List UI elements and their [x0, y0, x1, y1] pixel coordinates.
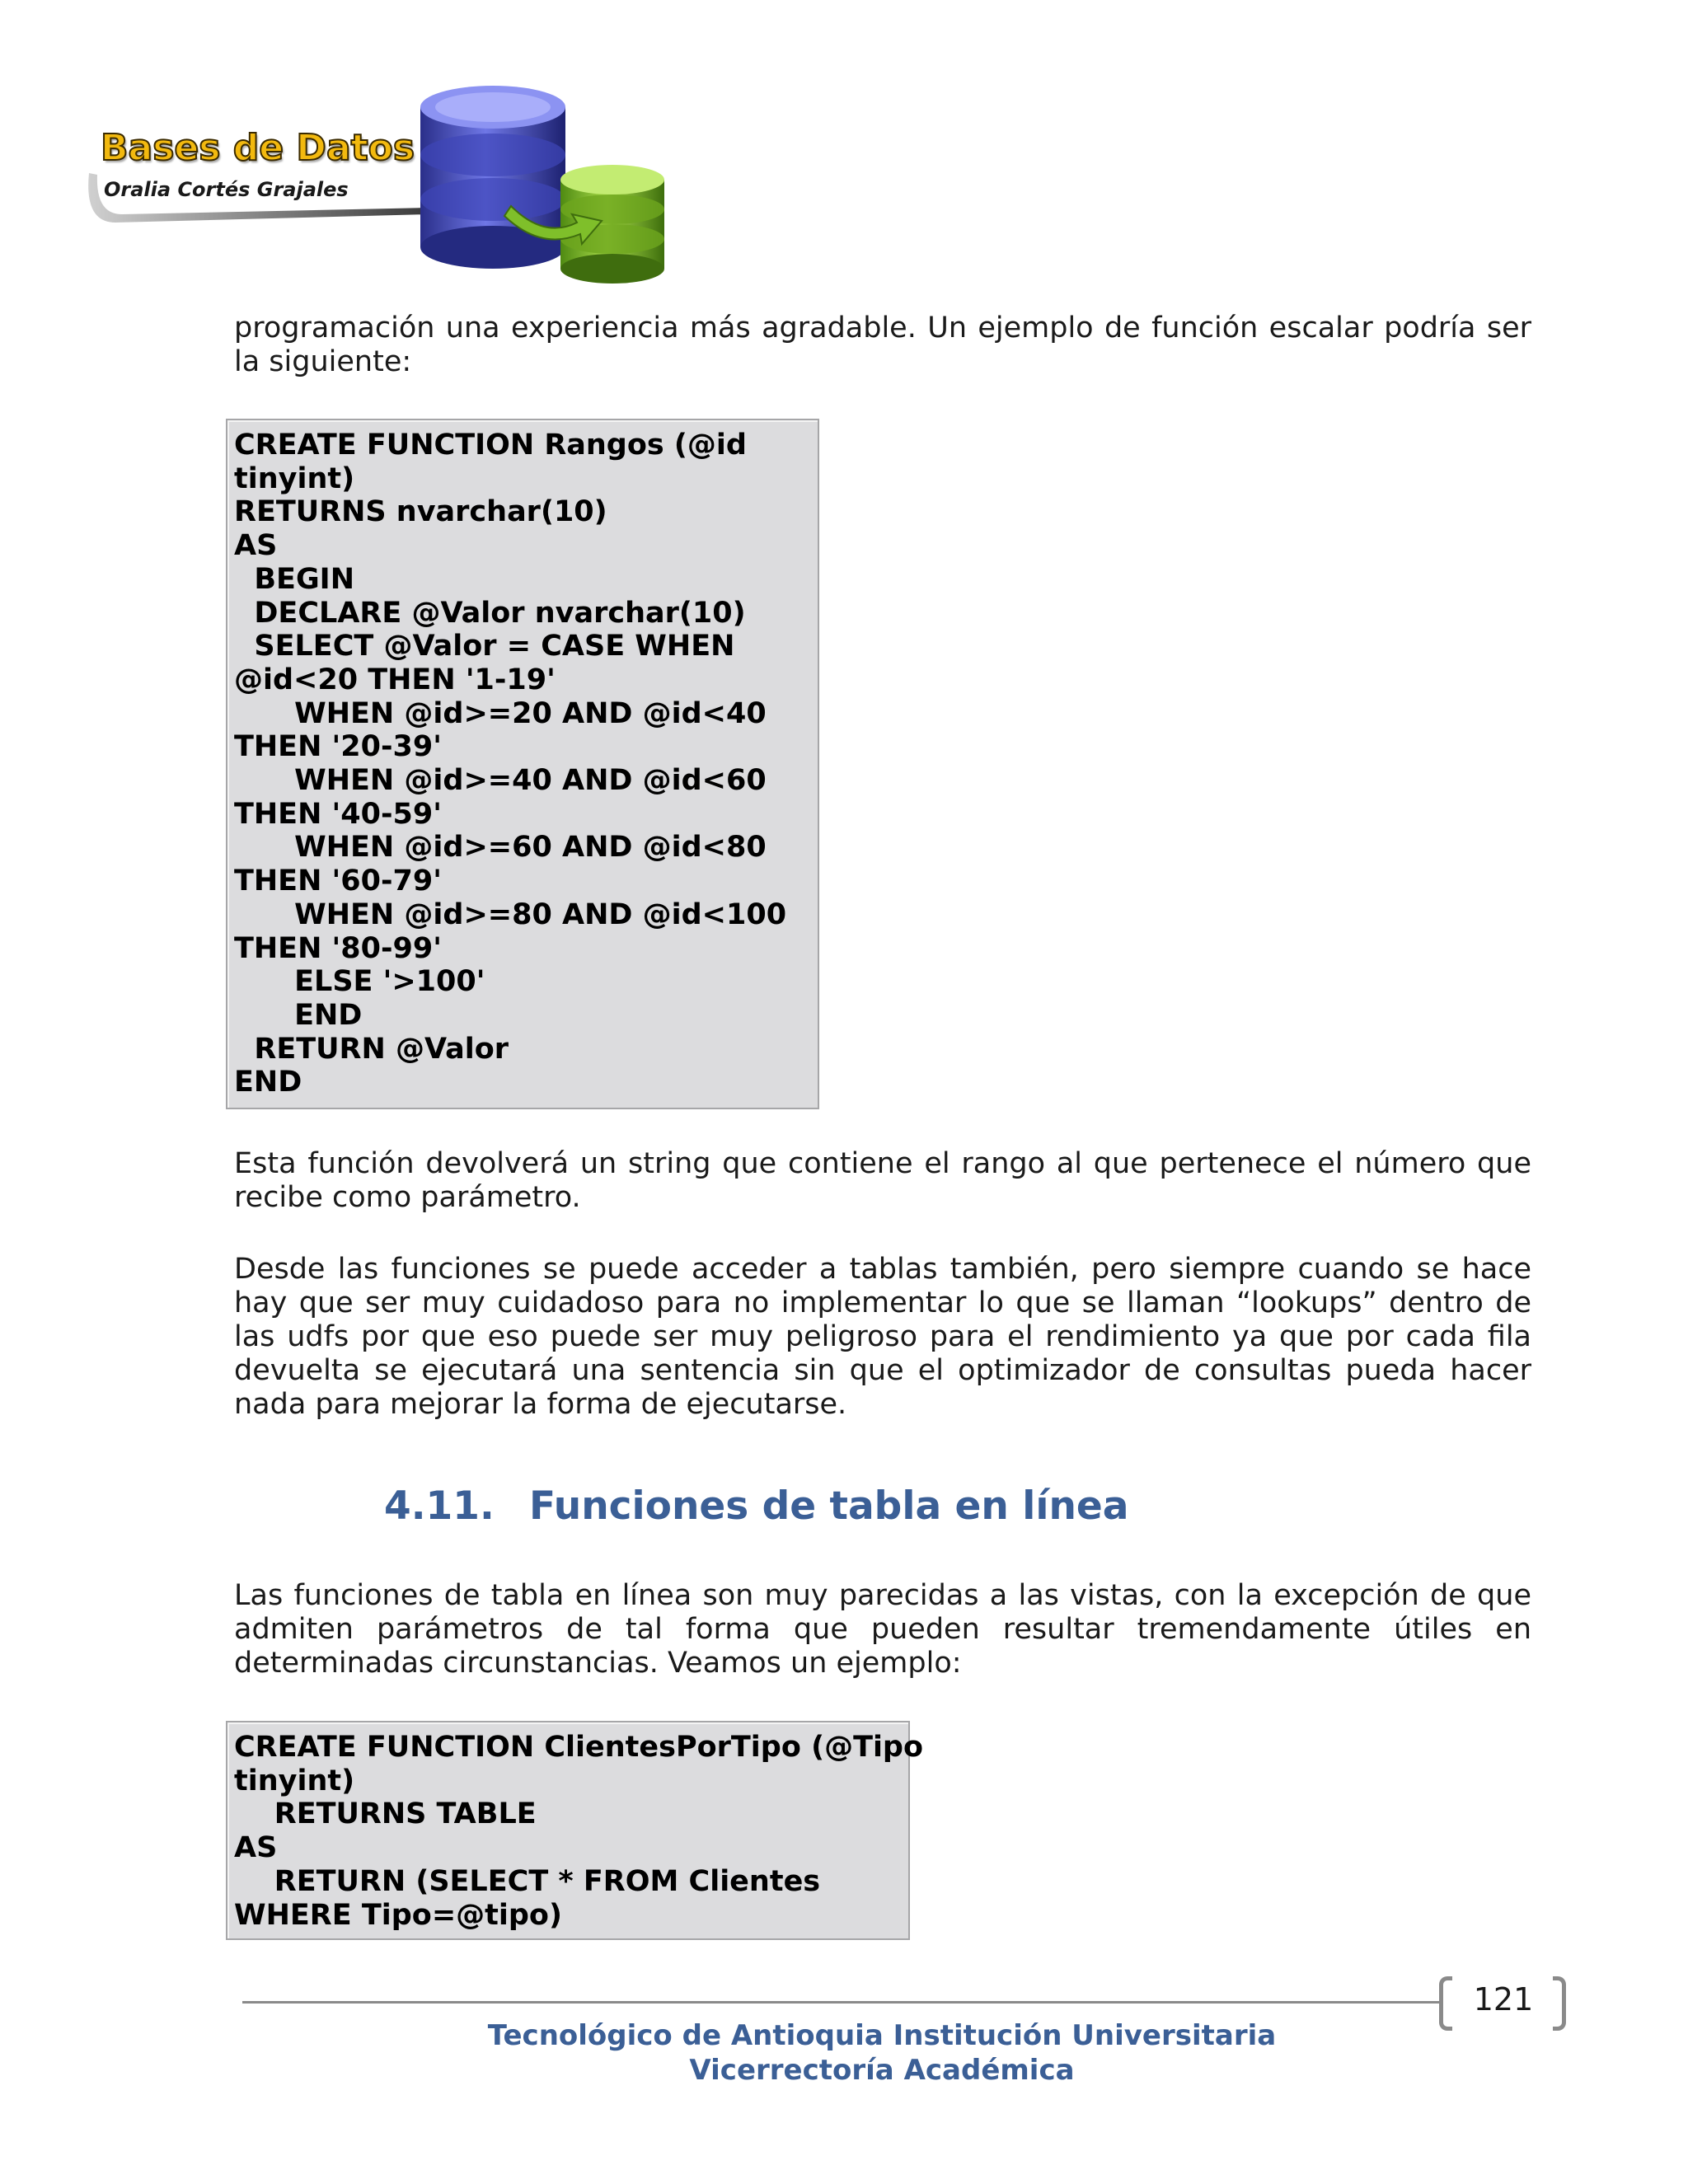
code-block-rangos	[226, 419, 819, 1109]
logo-author: Oralia Cortés Grajales	[104, 178, 349, 201]
code-line: tinyint)	[234, 462, 355, 495]
footer-department: Vicerrectoría Académica	[689, 2054, 1075, 2087]
code-line: CREATE FUNCTION ClientesPorTipo (@Tipo	[234, 1731, 924, 1764]
code-line: BEGIN	[234, 562, 354, 596]
paragraph-string-result: Esta función devolverá un string que contiene el rango al que pertenece el número que recibe como parámetro.	[234, 1147, 1531, 1214]
code-line: WHEN @id>=80 AND @id<100	[234, 898, 787, 931]
code-block-clientes-por-tipo	[226, 1721, 924, 1940]
page-number-bracket-right	[1553, 1976, 1566, 2031]
code-line: WHEN @id>=60 AND @id<80	[234, 831, 767, 865]
code-line: THEN '40-59'	[234, 797, 442, 831]
code-line: RETURNS TABLE	[234, 1797, 537, 1831]
section-title: Funciones de tabla en línea	[529, 1483, 1129, 1529]
code-line: SELECT @Valor = CASE WHEN	[234, 630, 735, 663]
page-number: 121	[1473, 1981, 1534, 2018]
code-line: RETURN (SELECT * FROM Clientes	[234, 1864, 821, 1898]
section-number: 4.11.	[384, 1483, 495, 1529]
footer-divider	[242, 2001, 1442, 2004]
code-line: WHERE Tipo=@tipo)	[234, 1898, 562, 1932]
code-line: RETURN @Valor	[234, 1032, 509, 1066]
code-line: @id<20 THEN '1-19'	[234, 663, 556, 696]
code-line: RETURNS nvarchar(10)	[234, 495, 607, 529]
code-line: AS	[234, 1831, 278, 1865]
code-line: tinyint)	[234, 1764, 355, 1797]
intro-paragraph: programación una experiencia más agradable. Un ejemplo de función escalar podría ser la siguiente:	[234, 312, 1531, 378]
code-line: CREATE FUNCTION Rangos (@id	[234, 429, 747, 462]
logo-title: Bases de Datos	[101, 127, 415, 169]
code-line: END	[234, 1066, 302, 1099]
paragraph-inline-table-functions: Las funciones de tabla en línea son muy parecidas a las vistas, con la excepción de que admiten parámetros de tal forma que pueden resultar tremendamente útiles en determinadas circunstancias. Veamos un ejemplo:	[234, 1579, 1531, 1680]
footer-institution: Tecnológico de Antioquia Institución Universitaria	[487, 2019, 1277, 2052]
section-heading	[384, 1483, 1129, 1529]
code-line: THEN '60-79'	[234, 865, 442, 898]
code-line: WHEN @id>=20 AND @id<40	[234, 696, 767, 730]
code-line: THEN '20-39'	[234, 730, 442, 764]
code-line: THEN '80-99'	[234, 931, 442, 965]
paragraph-lookups-warning: Desde las funciones se puede acceder a tablas también, pero siempre cuando se hace hay que ser muy cuidadoso para no implementar lo que se llaman “lookups” dentro de las udfs por que eso puede ser muy peligroso para el rendimiento ya que por cada fila devuelta se ejecutará una sentencia sin que el optimizador de consultas pueda hacer nada para mejorar la forma de ejecutarse.	[234, 1253, 1531, 1421]
header-logo	[82, 82, 676, 288]
code-line: AS	[234, 529, 278, 563]
code-line: DECLARE @Valor nvarchar(10)	[234, 596, 746, 630]
code-line: END	[234, 998, 363, 1032]
code-line: ELSE '>100'	[234, 965, 485, 999]
code-line: WHEN @id>=40 AND @id<60	[234, 764, 767, 798]
